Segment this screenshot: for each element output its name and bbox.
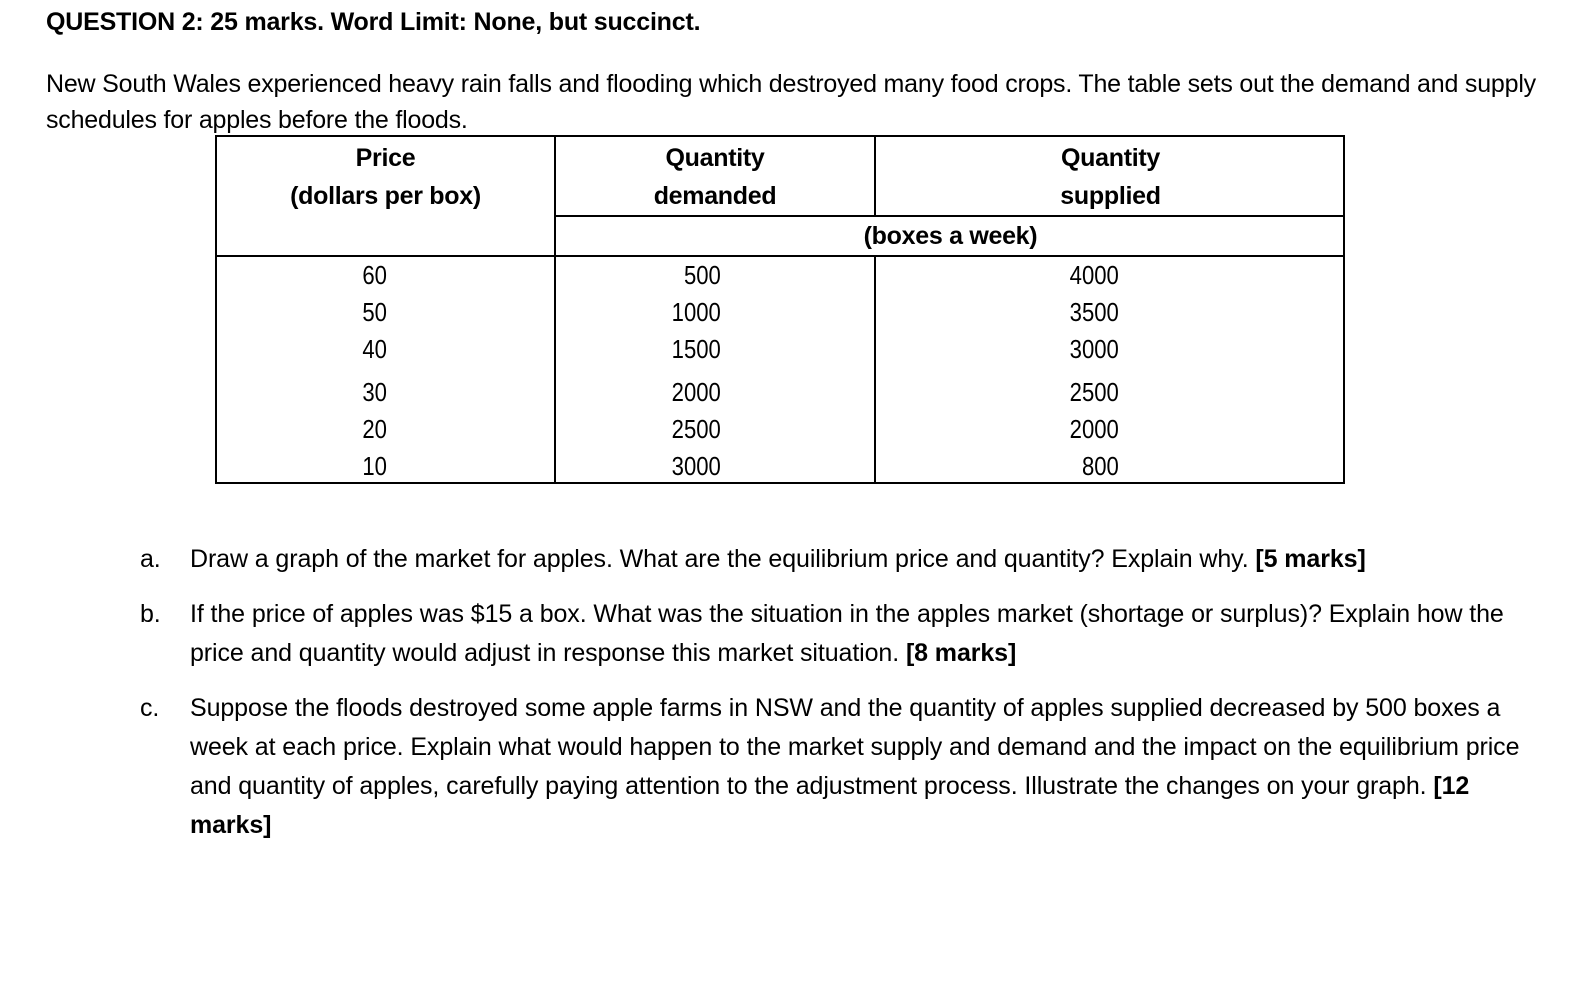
supplied-cell: 800 [1082, 451, 1119, 481]
demanded-cell: 3000 [671, 451, 721, 481]
demanded-cell: 500 [684, 260, 721, 290]
question-marks: [8 marks] [905, 639, 1017, 667]
header-demanded-line1: Quantity [665, 144, 765, 172]
supplied-cell: 4000 [1069, 260, 1119, 290]
demanded-column [672, 257, 721, 485]
supplied-cell: 2500 [1069, 377, 1119, 407]
price-cell: 40 [362, 334, 387, 364]
header-supplied-line2: supplied [1060, 182, 1161, 210]
question-label: a. [140, 545, 161, 573]
demanded-cell: 2500 [671, 414, 721, 444]
price-cell: 60 [362, 260, 387, 290]
header-price-line1: Price [355, 144, 416, 172]
demand-supply-table [215, 135, 1345, 484]
question-item-c [140, 689, 1530, 845]
header-supplied-line1: Quantity [1061, 144, 1160, 172]
price-cell: 50 [362, 297, 387, 327]
price-column [362, 257, 387, 485]
header-supplied [876, 139, 1345, 215]
header-demanded [556, 139, 874, 215]
question-text: Suppose the floods destroyed some apple farms in NSW and the quantity of apples supplied decreased by 500 boxes a week at each price. Explain what would happen to the market supply and demand and the impact on the equilibrium price and quantity of apples, carefully paying attention to the adjustment process. Illustrate the changes on your graph. [190, 694, 1520, 800]
header-price-line2: (dollars per box) [290, 182, 481, 210]
price-cell: 10 [362, 451, 387, 481]
supplied-cell: 3500 [1069, 297, 1119, 327]
demanded-cell: 1500 [671, 334, 721, 364]
header-demanded-line2: demanded [653, 182, 777, 210]
question-list [140, 540, 1530, 861]
question-text: Draw a graph of the market for apples. What are the equilibrium price and quantity? Explain why. [190, 545, 1249, 573]
demanded-cell: 2000 [671, 377, 721, 407]
question-marks: [5 marks] [1255, 545, 1366, 573]
question-label: b. [140, 600, 161, 628]
supplied-cell: 3000 [1069, 334, 1119, 364]
question-marks: [12 marks] [190, 772, 1470, 839]
intro-paragraph: New South Wales experienced heavy rain falls and flooding which destroyed many food crops. The table sets out the demand and supply schedules for apples before the floods. [46, 70, 1536, 134]
supplied-column [1070, 257, 1119, 485]
price-cell: 20 [362, 414, 387, 444]
demanded-cell: 1000 [671, 297, 721, 327]
question-label: c. [140, 694, 160, 722]
question-text: If the price of apples was $15 a box. What was the situation in the apples market (shortage or surplus)? Explain how the price and quantity would adjust in response this market situation. [190, 600, 1504, 667]
question-heading: QUESTION 2: 25 marks. Word Limit: None, but succinct. [46, 8, 701, 36]
price-cell: 30 [362, 377, 387, 407]
table-divider-demanded-body [874, 255, 876, 482]
header-units: (boxes a week) [863, 222, 1038, 250]
header-price [217, 139, 554, 215]
supplied-cell: 2000 [1069, 414, 1119, 444]
question-item-b [140, 595, 1530, 673]
question-item-a [140, 540, 1530, 579]
